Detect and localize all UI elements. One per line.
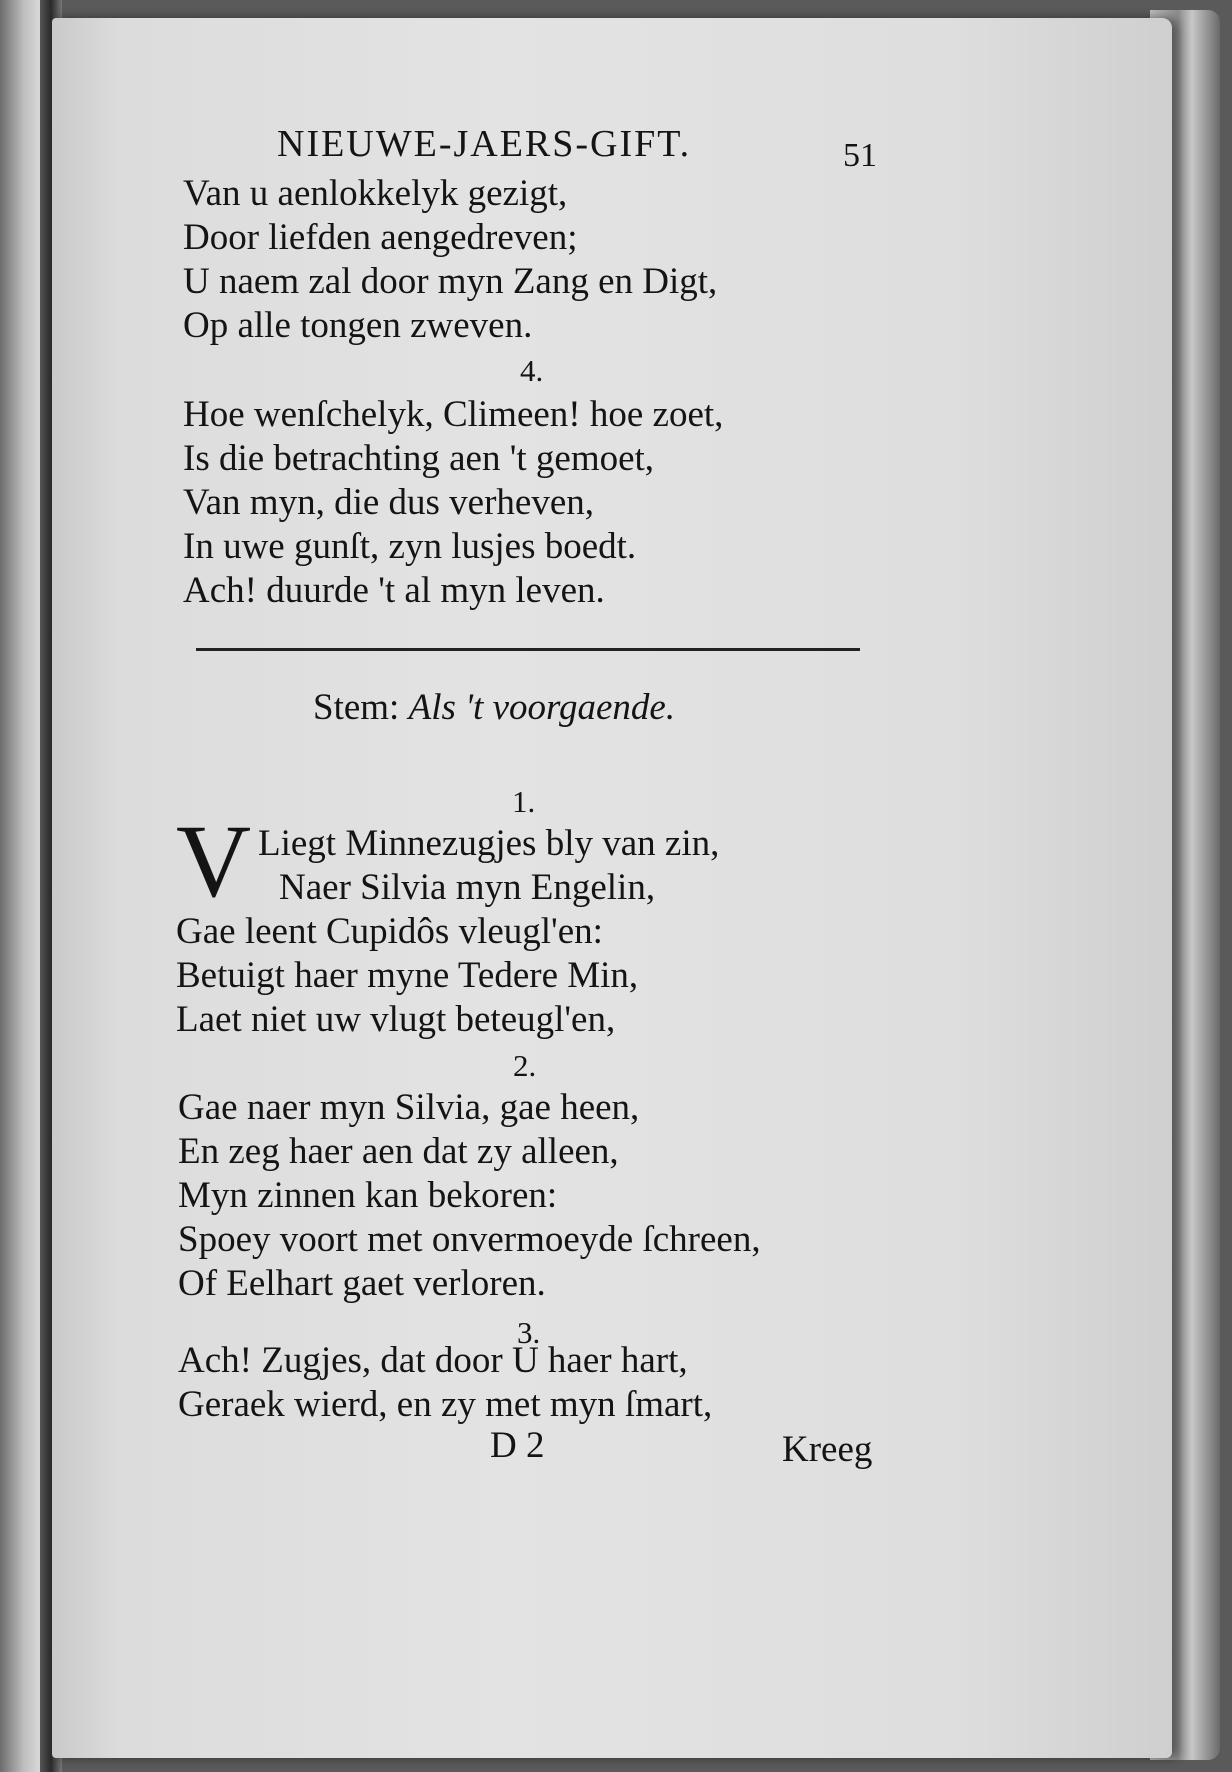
running-title: NIEUWE-JAERS-GIFT. [277,123,692,165]
verse-line: Spoey voort met onvermoeyde ſchreen, [178,1219,761,1260]
verse-line: Myn zinnen kan bekoren: [178,1175,558,1216]
tune-prefix: Stem: [313,687,400,728]
verse-line: Geraek wierd, en zy met myn ſmart, [178,1384,713,1425]
stanza-number: 2. [513,1048,537,1083]
verse-line: Ach! Zugjes, dat door U haer hart, [178,1340,688,1381]
verse-line: Van myn, die dus verheven, [183,482,595,523]
verse-line: Of Eelhart gaet verloren. [178,1263,546,1304]
verse-line: Is die betrachting aen 't gemoet, [183,438,655,479]
catchword: Kreeg [782,1429,873,1470]
verse-line: In uwe gunſt, zyn lusjes boedt. [183,526,637,567]
section-divider [196,648,860,651]
verse-line: Betuigt haer myne Tedere Min, [176,955,639,996]
tune-indication [313,686,675,729]
verse-line: Ach! duurde 't al myn leven. [183,570,605,611]
verse-line: Liegt Minnezugjes bly van zin, [258,823,720,864]
verse-line: Gae leent Cupidôs vleugl'en: [176,911,603,952]
signature-mark: D 2 [490,1425,545,1466]
stanza-number: 3. [517,1315,541,1350]
stanza-number: 1. [512,784,536,819]
verse-line: En zeg haer aen dat zy alleen, [178,1131,619,1172]
verse-line: Laet niet uw vlugt beteugl'en, [176,999,616,1040]
verse-line: Op alle tongen zweven. [183,305,533,346]
verse-line: Naer Silvia myn Engelin, [279,867,656,908]
page-number: 51 [843,137,877,174]
verse-line: Van u aenlokkelyk gezigt, [183,173,568,214]
stanza-number: 4. [520,353,544,388]
tune-name: Als 't voorgaende. [408,687,676,728]
verse-line: Gae naer myn Silvia, gae heen, [178,1087,640,1128]
verse-line: Hoe wenſchelyk, Climeen! hoe zoet, [183,394,724,435]
drop-cap: V [176,804,252,919]
verse-line: Door liefden aengedreven; [183,217,578,258]
verse-line: U naem zal door myn Zang en Digt, [183,261,718,302]
